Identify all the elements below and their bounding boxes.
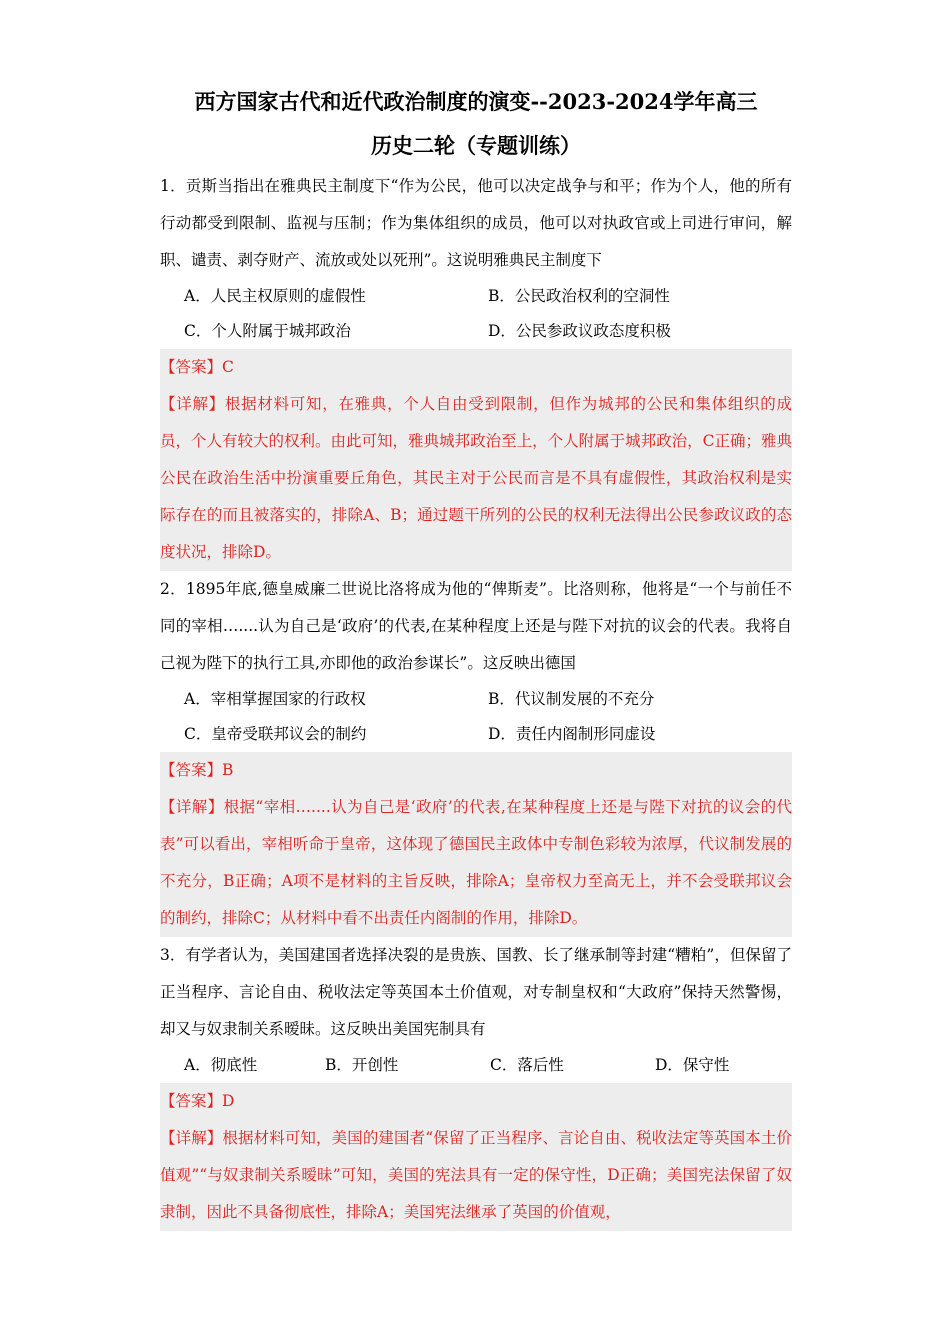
document-title [160,80,792,168]
question-stem: 1．贡斯当指出在雅典民主制度下“作为公民，他可以决定战争与和平；作为个人，他的所有行动都受到限制、监视与压制；作为集体组织的成员，他可以对执政官或上司进行审问，解职、谴责、剥夺财产、流放或处以死刑”。这说明雅典民主制度下 [160,177,792,269]
option-b: B．公民政治权利的空洞性 [488,287,670,305]
options [160,1048,792,1083]
question-2 [160,571,792,937]
detail-text: 【详解】根据材料可知，在雅典，个人自由受到限制，但作为城邦的公民和集体组织的成员，个人有较大的权利。由此可知，雅典城邦政治至上，个人附属于城邦政治，C正确；雅典公民在政治生活中扮演重要丘角色，其民主对于公民而言是不具有虚假性，其政治权利是实际存在的而且被落实的，排除A、B；通过题干所列的公民的权利无法得出公民参政议政的态度状况，排除D。 [160,386,792,571]
question-stem: 3．有学者认为，美国建国者选择决裂的是贵族、国教、长了继承制等封建“糟粕”，但保留了正当程序、言论自由、税收法定等英国本土价值观，对专制皇权和“大政府”保持天然警惕，却又与奴隶制关系暧昧。这反映出美国宪制具有 [160,946,792,1038]
option-a: A．人民主权原则的虚假性 [184,287,366,305]
document-page [160,80,792,1231]
answer-line: 【答案】B [160,752,792,789]
answer-line: 【答案】C [160,349,792,386]
option-d: D．公民参政议政态度积极 [488,322,671,340]
question-3 [160,937,792,1231]
option-b: B．开创性 [325,1056,399,1074]
option-c: C．个人附属于城邦政治 [184,322,351,340]
title-line-2: 历史二轮（专题训练） [371,133,581,158]
title-line-1: 西方国家古代和近代政治制度的演变--2023-2024学年高三 [194,89,758,114]
options [160,279,792,349]
answer-block [160,1083,792,1231]
detail-text: 【详解】根据“宰相…....认为自己是‘政府’的代表,在某种程度上还是与陛下对抗的议会的代表”可以看出，宰相听命于皇帝，这体现了德国民主政体中专制色彩较为浓厚，代议制发展的不充分，B正确；A项不是材料的主旨反映，排除A；皇帝权力至高无上，并不会受联邦议会的制约，排除C；从材料中看不出责任内阁制的作用，排除D。 [160,789,792,937]
options [160,682,792,752]
answer-block [160,349,792,571]
option-c: C．皇帝受联邦议会的制约 [184,725,367,743]
option-d: D．保守性 [655,1056,730,1074]
option-a: A．宰相掌握国家的行政权 [184,690,366,708]
answer-line: 【答案】D [160,1083,792,1120]
detail-text: 【详解】根据材料可知，美国的建国者“保留了正当程序、言论自由、税收法定等英国本土价值观”“与奴隶制关系暧昧”可知，美国的宪法具有一定的保守性，D正确；美国宪法保留了奴隶制，因此不具备彻底性，排除A；美国宪法继承了英国的价值观， [160,1120,792,1231]
option-b: B．代议制发展的不充分 [488,690,655,708]
answer-block [160,752,792,937]
option-d: D．责任内阁制形同虚设 [488,725,656,743]
option-c: C．落后性 [490,1056,564,1074]
question-1 [160,168,792,571]
question-stem: 2．1895年底,德皇威廉二世说比洛将成为他的“俾斯麦”。比洛则称，他将是“一个与前任不同的宰相…....认为自己是‘政府’的代表,在某种程度上还是与陛下对抗的议会的代表。我将自己视为陛下的执行工具,亦即他的政治参谋长”。这反映出德国 [160,580,792,672]
option-a: A．彻底性 [184,1056,258,1074]
